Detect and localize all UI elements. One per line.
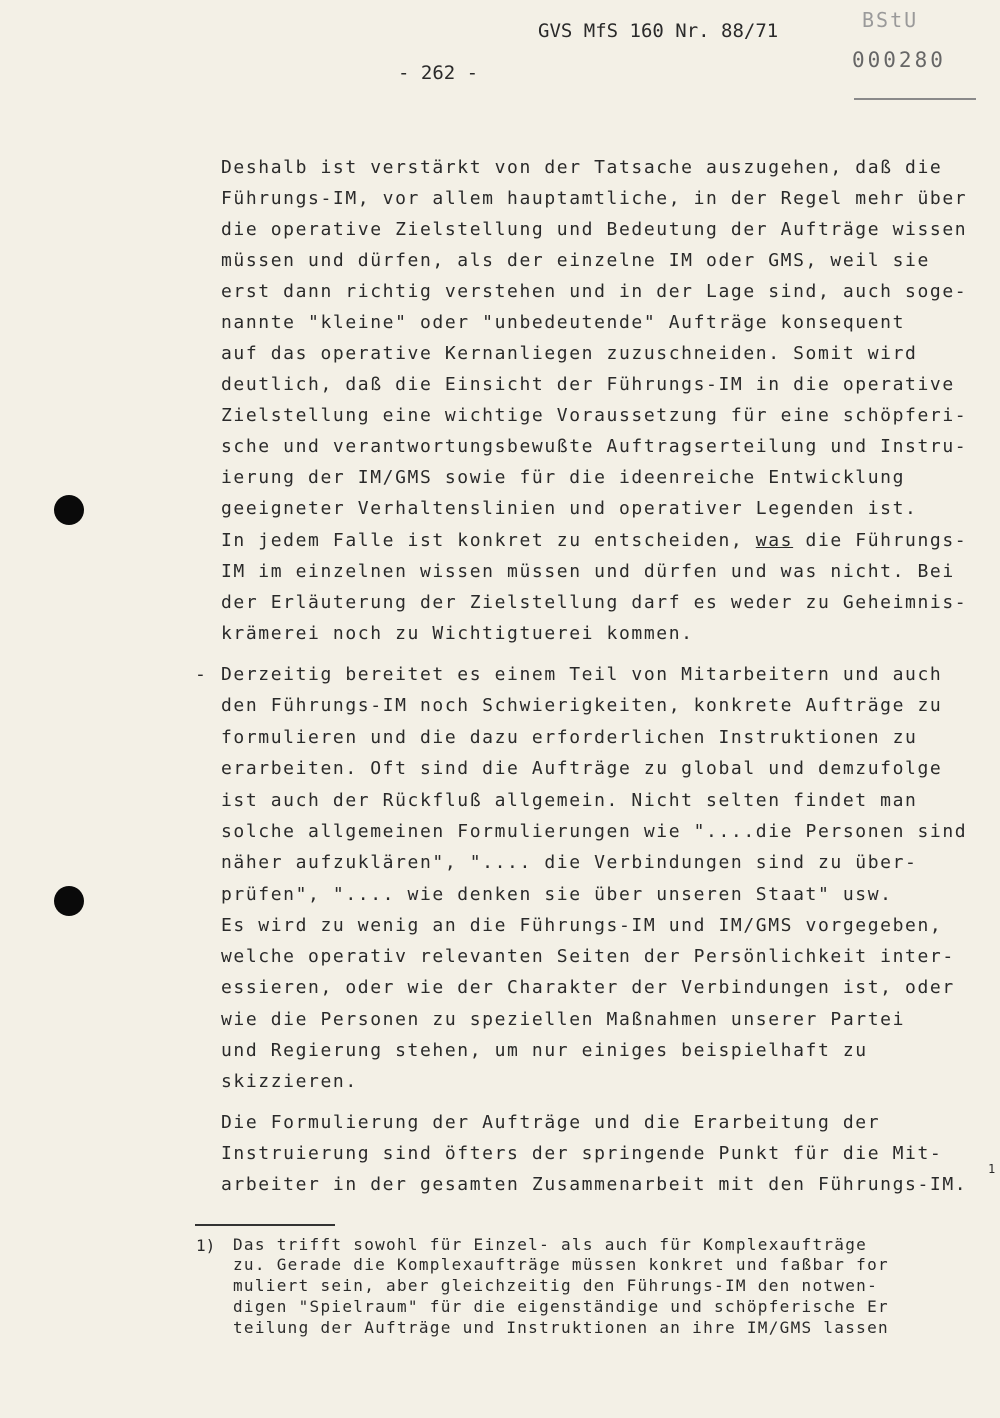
- text-segment: In jedem Falle ist konkret zu entscheiden,: [221, 530, 756, 551]
- text-line: Instruierung sind öfters der springende Punkt für die Mit-: [221, 1143, 943, 1164]
- text-line: nannte "kleine" oder "unbedeutende" Aufträge konsequent: [221, 312, 906, 333]
- text-line: ierung der IM/GMS sowie für die ideenreiche Entwicklung: [221, 467, 906, 488]
- punch-hole: [54, 495, 84, 525]
- text-line: Deshalb ist verstärkt von der Tatsache auszugehen, daß die: [221, 157, 943, 178]
- text-line: erst dann richtig verstehen und in der Lage sind, auch soge-: [221, 281, 968, 302]
- punch-hole: [54, 886, 84, 916]
- text-line: skizzieren.: [221, 1071, 358, 1092]
- stamp-label: BStU: [862, 8, 919, 32]
- text-line: essieren, oder wie der Charakter der Verbindungen ist, oder: [221, 977, 955, 998]
- text-line: geeigneter Verhaltenslinien und operativer Legenden ist.: [221, 498, 918, 519]
- text-line: müssen und dürfen, als der einzelne IM oder GMS, weil sie: [221, 250, 930, 271]
- text-segment: die Führungs-: [793, 530, 968, 551]
- text-line: Zielstellung eine wichtige Voraussetzung für eine schöpferi-: [221, 405, 968, 426]
- footnote-marker: 1): [196, 1236, 216, 1255]
- text-line: und Regierung stehen, um nur einiges beispielhaft zu: [221, 1040, 868, 1061]
- document-reference: GVS MfS 160 Nr. 88/71: [538, 20, 779, 42]
- footnote-divider: [195, 1224, 335, 1226]
- text-line: formulieren und die dazu erforderlichen Instruktionen zu: [221, 727, 918, 748]
- text-line: prüfen", ".... wie denken sie über unseren Staat" usw.: [221, 884, 893, 905]
- archive-stamp: [812, 4, 987, 104]
- text-line: Es wird zu wenig an die Führungs-IM und IM/GMS vorgegeben,: [221, 915, 943, 936]
- text-line: Führungs-IM, vor allem hauptamtliche, in der Regel mehr über: [221, 188, 968, 209]
- footnote-line: zu. Gerade die Komplexaufträge müssen konkret und faßbar for: [233, 1255, 889, 1274]
- text-line: welche operativ relevanten Seiten der Persönlichkeit inter-: [221, 946, 955, 967]
- text-line: Die Formulierung der Aufträge und die Erarbeitung der: [221, 1112, 881, 1133]
- text-line: sche und verantwortungsbewußte Auftragserteilung und Instru-: [221, 436, 968, 457]
- text-line: ist auch der Rückfluß allgemein. Nicht selten findet man: [221, 790, 918, 811]
- footnote-line: teilung der Aufträge und Instruktionen an ihre IM/GMS lassen: [233, 1318, 889, 1337]
- stamp-number: 000280: [852, 48, 946, 72]
- text-line: der Erläuterung der Zielstellung darf es weder zu Geheimnis-: [221, 592, 968, 613]
- text-line: näher aufzuklären", ".... die Verbindungen sind zu über-: [221, 852, 918, 873]
- text-line: die operative Zielstellung und Bedeutung der Aufträge wissen: [221, 219, 968, 240]
- footnote-line: Das trifft sowohl für Einzel- als auch für Komplexaufträge: [233, 1235, 868, 1254]
- text-line: Derzeitig bereitet es einem Teil von Mitarbeitern und auch: [221, 664, 943, 685]
- text-line: wie die Personen zu speziellen Maßnahmen unserer Partei: [221, 1009, 906, 1030]
- text-line: krämerei noch zu Wichtigtuerei kommen.: [221, 623, 694, 644]
- text-line: erarbeiten. Oft sind die Aufträge zu global und demzufolge: [221, 758, 943, 779]
- footnote-line: muliert sein, aber gleichzeitig den Führungs-IM den notwen-: [233, 1276, 879, 1295]
- page-number: - 262 -: [398, 62, 479, 84]
- footnote-line: digen "Spielraum" für die eigenständige und schöpferische Er: [233, 1297, 889, 1316]
- footnote-reference: 1: [988, 1162, 996, 1176]
- text-line: auf das operative Kernanliegen zuzuschneiden. Somit wird: [221, 343, 918, 364]
- underlined-word: was: [755, 530, 794, 551]
- stamp-rule: [854, 98, 976, 100]
- text-line: deutlich, daß die Einsicht der Führungs-IM in die operative: [221, 374, 955, 395]
- text-line: arbeiter in der gesamten Zusammenarbeit mit den Führungs-IM.: [221, 1174, 968, 1195]
- text-line: den Führungs-IM noch Schwierigkeiten, konkrete Aufträge zu: [221, 695, 943, 716]
- text-line: solche allgemeinen Formulierungen wie "....die Personen sind: [221, 821, 968, 842]
- text-line: [221, 530, 967, 552]
- text-line: IM im einzelnen wissen müssen und dürfen und was nicht. Bei: [221, 561, 955, 582]
- bullet-dash: -: [195, 664, 206, 685]
